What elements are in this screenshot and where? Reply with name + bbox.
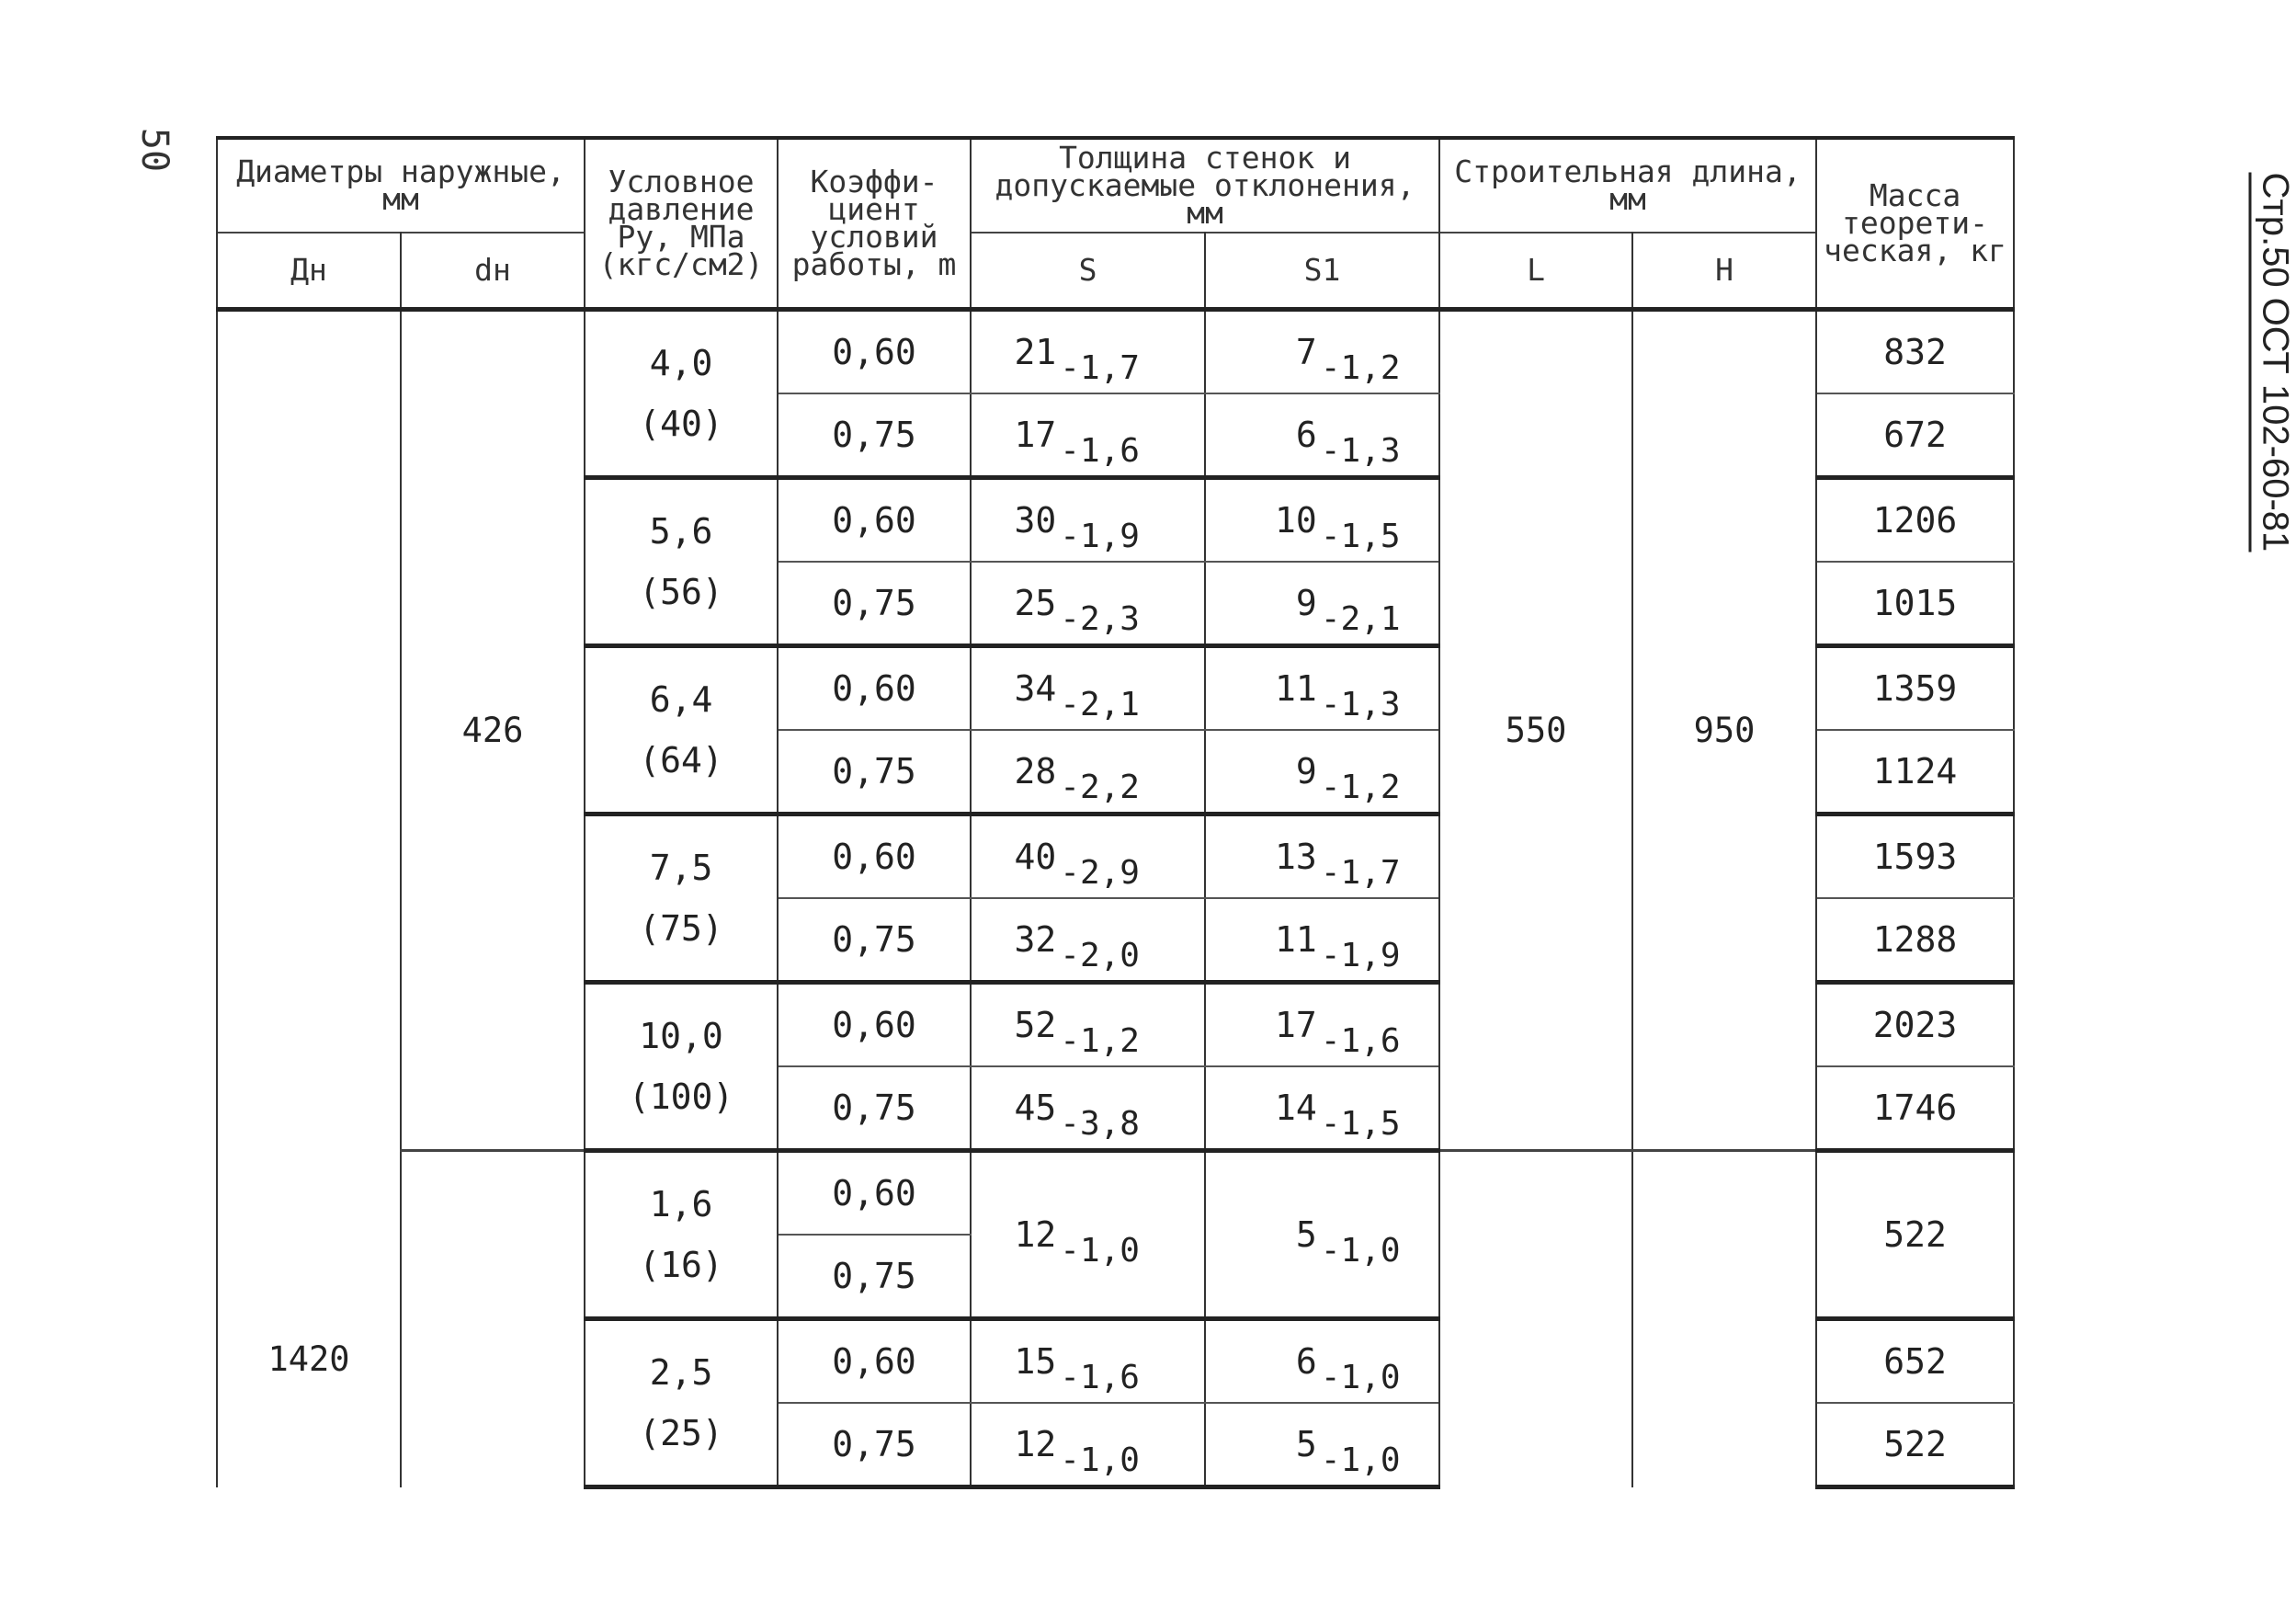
header-length: Строительная длина, мм <box>1439 138 1816 233</box>
page-number: 50 <box>133 127 176 173</box>
wall-s1-cell: 11 -1,9 <box>1205 898 1439 983</box>
pressure-cell: 5,6 (56) <box>585 478 778 646</box>
header-pressure: Условное давление Py, МПа (кгс/см2) <box>585 138 778 310</box>
wall-s1-cell: 5 -1,0 <box>1205 1403 1439 1487</box>
header-length-h: H <box>1632 233 1816 310</box>
mass-cell: 652 <box>1816 1319 2014 1404</box>
length-l-cell: 550 <box>1439 310 1632 1151</box>
length-h-cell: 950 <box>1632 310 1816 1151</box>
pressure-cell: 2,5 (25) <box>585 1319 778 1487</box>
wall-s-cell: 28 -2,2 <box>971 730 1205 814</box>
wall-s1-cell: 6 -1,3 <box>1205 393 1439 478</box>
mass-cell: 522 <box>1816 1403 2014 1487</box>
mass-cell: 1746 <box>1816 1066 2014 1151</box>
document-designation: Стр.50 ОСТ 102-60-81 <box>2255 173 2296 605</box>
header-diameters: Диаметры наружные, мм <box>217 138 585 233</box>
mass-cell: 672 <box>1816 393 2014 478</box>
coefficient-cell: 0,75 <box>778 1403 971 1487</box>
dn-inner-cell-empty <box>401 1151 585 1487</box>
wall-s1-cell: 14 -1,5 <box>1205 1066 1439 1151</box>
wall-s-cell: 17 -1,6 <box>971 393 1205 478</box>
wall-s1-cell: 13 -1,7 <box>1205 814 1439 899</box>
length-h-cell-empty <box>1632 1151 1816 1487</box>
wall-s1-cell: 17 -1,6 <box>1205 983 1439 1067</box>
coefficient-cell: 0,75 <box>778 1066 971 1151</box>
length-l-cell-empty <box>1439 1151 1632 1487</box>
header-wall-thickness: Толщина стенок и допускаемые отклонения, мм <box>971 138 1439 233</box>
header-coefficient: Коэффи-циент условий работы, m <box>778 138 971 310</box>
header-wall-s: S <box>971 233 1205 310</box>
coefficient-cell: 0,75 <box>778 898 971 983</box>
wall-s-cell: 34 -2,1 <box>971 646 1205 731</box>
wall-s-cell: 40 -2,9 <box>971 814 1205 899</box>
mass-cell: 1359 <box>1816 646 2014 731</box>
wall-s-cell: 21 -1,7 <box>971 310 1205 394</box>
header-dn-inner: dн <box>401 233 585 310</box>
coefficient-cell: 0,75 <box>778 730 971 814</box>
pressure-cell: 7,5 (75) <box>585 814 778 983</box>
mass-cell: 2023 <box>1816 983 2014 1067</box>
header-wall-s1: S1 <box>1205 233 1439 310</box>
coefficient-cell: 0,75 <box>778 393 971 478</box>
coefficient-cell: 0,60 <box>778 478 971 563</box>
header-dn-outer: Дн <box>217 233 401 310</box>
coefficient-cell: 0,60 <box>778 646 971 731</box>
dn-outer-cell: 1420 <box>217 310 401 1487</box>
mass-cell: 522 <box>1816 1151 2014 1319</box>
coefficient-cell: 0,60 <box>778 983 971 1067</box>
wall-s1-cell: 5 -1,0 <box>1205 1151 1439 1319</box>
mass-cell: 832 <box>1816 310 2014 394</box>
coefficient-cell: 0,60 <box>778 1151 971 1236</box>
wall-s1-cell: 7 -1,2 <box>1205 310 1439 394</box>
pipe-spec-table <box>216 136 2015 1489</box>
mass-cell: 1015 <box>1816 562 2014 646</box>
coefficient-cell: 0,60 <box>778 310 971 394</box>
pressure-cell: 10,0 (100) <box>585 983 778 1151</box>
header-length-l: L <box>1439 233 1632 310</box>
wall-s-cell: 15 -1,6 <box>971 1319 1205 1404</box>
mass-cell: 1124 <box>1816 730 2014 814</box>
header-mass: Масса теорети-ческая, кг <box>1816 138 2014 310</box>
coefficient-cell: 0,60 <box>778 814 971 899</box>
mass-cell: 1288 <box>1816 898 2014 983</box>
wall-s-cell: 12 -1,0 <box>971 1151 1205 1319</box>
wall-s-cell: 32 -2,0 <box>971 898 1205 983</box>
wall-s-cell: 25 -2,3 <box>971 562 1205 646</box>
wall-s1-cell: 9 -2,1 <box>1205 562 1439 646</box>
pressure-cell: 6,4 (64) <box>585 646 778 814</box>
wall-s-cell: 12 -1,0 <box>971 1403 1205 1487</box>
wall-s1-cell: 10 -1,5 <box>1205 478 1439 563</box>
pressure-cell: 4,0 (40) <box>585 310 778 478</box>
coefficient-cell: 0,60 <box>778 1319 971 1404</box>
mass-cell: 1206 <box>1816 478 2014 563</box>
dn-inner-cell: 426 <box>401 310 585 1151</box>
wall-s-cell: 52 -1,2 <box>971 983 1205 1067</box>
coefficient-cell: 0,75 <box>778 1235 971 1319</box>
coefficient-cell: 0,75 <box>778 562 971 646</box>
wall-s1-cell: 6 -1,0 <box>1205 1319 1439 1404</box>
wall-s-cell: 45 -3,8 <box>971 1066 1205 1151</box>
wall-s1-cell: 9 -1,2 <box>1205 730 1439 814</box>
wall-s-cell: 30 -1,9 <box>971 478 1205 563</box>
wall-s1-cell: 11 -1,3 <box>1205 646 1439 731</box>
pressure-cell: 1,6 (16) <box>585 1151 778 1319</box>
mass-cell: 1593 <box>1816 814 2014 899</box>
